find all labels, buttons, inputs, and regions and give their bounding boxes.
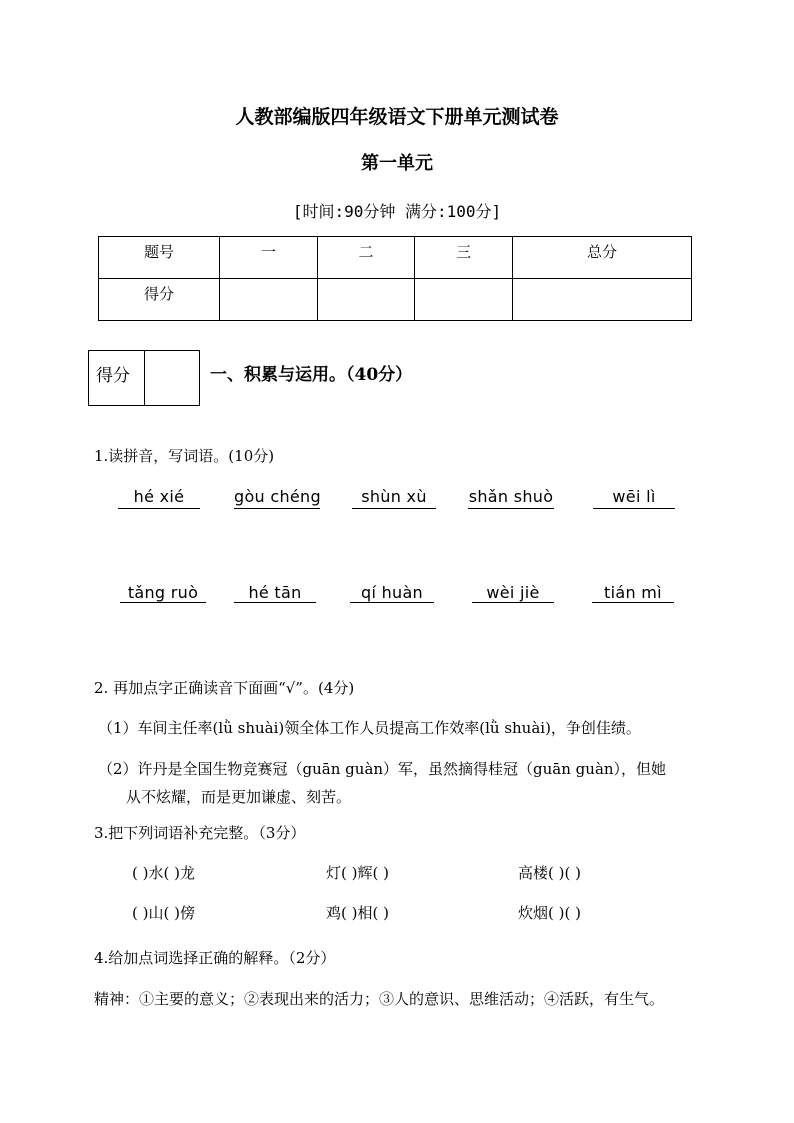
fill-blank-item[interactable]: ( )水( )龙 <box>132 864 195 882</box>
q2-item-2-line-1: （2）许丹是全国生物竞赛冠（guān guàn）军，虽然摘得桂冠（guān guàn），但她 <box>98 760 667 778</box>
score-input-cell[interactable] <box>415 279 513 321</box>
pinyin-item: tián mì <box>604 583 662 602</box>
answer-line[interactable] <box>468 508 554 509</box>
answer-line[interactable] <box>234 602 316 603</box>
score-input-cell[interactable] <box>317 279 415 321</box>
answer-line[interactable] <box>350 602 434 603</box>
q2-item-2-line-2: 从不炫耀，而是更加谦虚、刻苦。 <box>126 788 352 806</box>
pinyin-item: gòu chéng <box>234 487 321 506</box>
table-cell: 二 <box>317 237 415 279</box>
pinyin-item: wēi lì <box>612 487 656 506</box>
score-table <box>98 236 692 321</box>
answer-line[interactable] <box>593 508 675 509</box>
score-input-cell[interactable] <box>512 279 691 321</box>
table-cell: 得分 <box>99 279 220 321</box>
pinyin-item: shǎn shuò <box>468 487 554 506</box>
pinyin-item: shùn xù <box>361 487 427 506</box>
table-cell: 总分 <box>512 237 691 279</box>
q1-prompt: 1.读拼音，写词语。(10分) <box>94 447 275 465</box>
score-input-cell[interactable] <box>220 279 318 321</box>
pinyin-item: qí huàn <box>360 583 423 602</box>
answer-line[interactable] <box>592 602 674 603</box>
fill-blank-item[interactable]: 炊烟( )( ) <box>518 904 581 922</box>
fill-blank-item[interactable]: 高楼( )( ) <box>518 864 581 882</box>
q3-prompt: 3.把下列词语补充完整。（3分） <box>94 824 306 842</box>
section-score-box <box>88 350 200 406</box>
divider <box>144 351 145 405</box>
table-cell: 题号 <box>99 237 220 279</box>
q2-item-1: （1）车间主任率(lǜ shuài)领全体工作人员提高工作效率(lǜ shuài)，争创佳绩。 <box>98 719 641 737</box>
q2-prompt: 2. 再加点字正确读音下面画“√”。(4分) <box>94 679 355 697</box>
fill-blank-item[interactable]: 灯( )辉( ) <box>326 864 389 882</box>
table-row <box>99 237 692 279</box>
fill-blank-item[interactable]: ( )山( )傍 <box>132 904 195 922</box>
answer-line[interactable] <box>234 508 320 509</box>
answer-line[interactable] <box>472 602 554 603</box>
table-cell: 三 <box>415 237 513 279</box>
pinyin-item: tǎng ruò <box>127 583 199 602</box>
q4-prompt: 4.给加点词选择正确的解释。（2分） <box>94 949 336 967</box>
answer-line[interactable] <box>120 602 206 603</box>
pinyin-item: hé tān <box>248 583 302 602</box>
fill-blank-item[interactable]: 鸡( )相( ) <box>326 904 389 922</box>
section-score-label: 得分 <box>96 366 130 386</box>
answer-line[interactable] <box>118 508 200 509</box>
table-row <box>99 279 692 321</box>
pinyin-item: wèi jiè <box>486 583 540 602</box>
table-cell: 一 <box>220 237 318 279</box>
q4-definition: 精神：①主要的意义；②表现出来的活力；③人的意识、思维活动；④活跃，有生气。 <box>94 990 665 1008</box>
answer-line[interactable] <box>352 508 436 509</box>
unit-title: 第一单元 <box>361 153 433 174</box>
exam-title: 人教部编版四年级语文下册单元测试卷 <box>235 106 559 128</box>
exam-meta: [时间:90分钟 满分:100分] <box>292 202 502 221</box>
section-title: 一、积累与运用。（40分） <box>210 365 413 385</box>
pinyin-item: hé xié <box>133 487 185 506</box>
